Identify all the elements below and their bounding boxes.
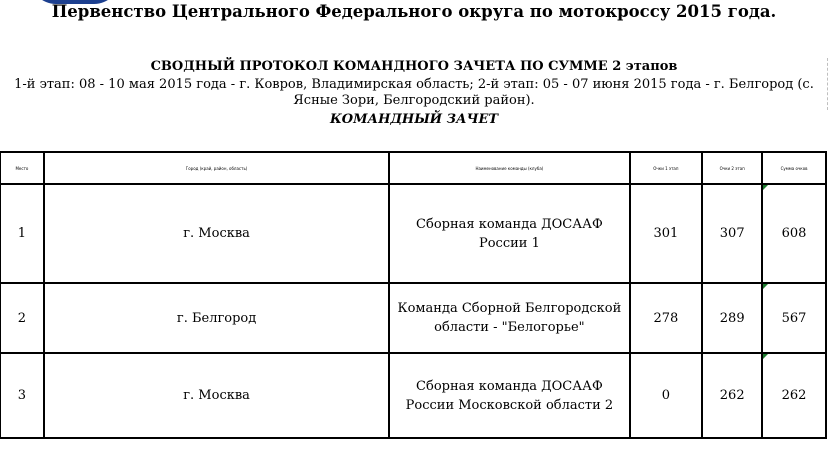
cell-city: г. Белгород [44,283,389,353]
header-stage2-points: Очки 2 этап [702,152,762,184]
cell-marker [763,284,768,289]
cell-city: г. Москва [44,184,389,283]
cell-total-value: 567 [781,310,807,326]
cell-total-value: 608 [781,226,807,241]
cell-stage1-points: 0 [630,353,703,438]
cell-city: г. Москва [44,353,389,438]
page-title: Первенство Центрального Федерального округа по мотокроссу 2015 года. [51,2,777,21]
stages-info: 1-й этап: 08 - 10 мая 2015 года - г. Ковров, Владимирская область; 2-й этап: 05 - 07 июня 2015 года - г. Белгород (с. Ясные Зори, Белгородский район). [14,77,814,108]
table-row [0,353,826,438]
header-stage1-points: Очки 1 этап [630,152,703,184]
cell-place: 1 [0,184,44,283]
header-place: Место [0,152,44,184]
cell-place: 2 [0,283,44,353]
cell-team: Команда Сборной Белгородской области - "Белогорье" [389,283,629,353]
table-row [0,184,826,283]
team-standings-title: КОМАНДНЫЙ ЗАЧЕТ [329,112,499,127]
cell-stage1-points: 278 [630,283,703,353]
protocol-title: СВОДНЫЙ ПРОТОКОЛ КОМАНДНОГО ЗАЧЕТА ПО СУММЕ 2 этапов [150,59,678,74]
cell-stage2-points: 307 [702,184,762,283]
results-table [0,151,827,439]
cell-place: 3 [0,353,44,438]
cell-marker [763,185,768,190]
cell-stage2-points: 262 [702,353,762,438]
cell-marker [763,354,768,359]
cell-team: Сборная команда ДОСААФ России 1 [389,184,629,283]
header-total-points: Сумма очков [762,152,826,184]
cell-total-points [762,353,826,438]
header-team: Наименование команды (клуба) [389,152,629,184]
header-city: Город (край, район, область) [44,152,389,184]
cell-total-value: 262 [781,388,807,403]
cell-stage2-points: 289 [702,283,762,353]
cell-total-points [762,283,826,353]
cell-stage1-points: 301 [630,184,703,283]
cell-total-points [762,184,826,283]
table-row [0,283,826,353]
cell-team: Сборная команда ДОСААФ России Московской области 2 [389,353,629,438]
table-header-row [0,152,826,184]
